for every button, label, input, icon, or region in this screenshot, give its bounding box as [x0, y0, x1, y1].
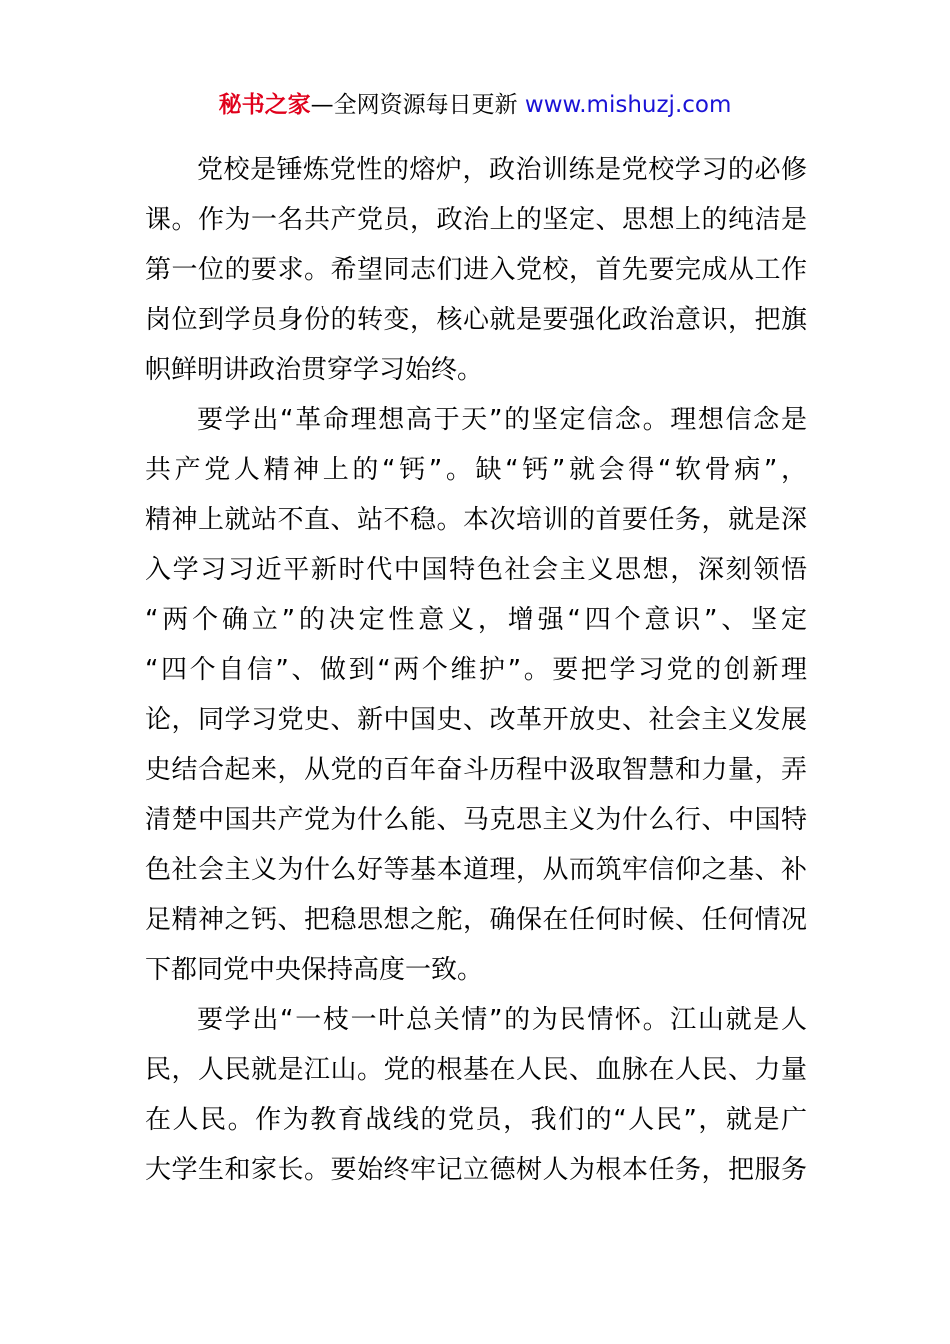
text-line: 第一位的要求。希望同志们进入党校，首先要完成从工作 — [145, 255, 807, 285]
text-line: 要学出“一枝一叶总关情”的为民情怀。江山就是人 — [197, 1005, 807, 1035]
paragraph-3 — [145, 995, 807, 1195]
paragraph-1 — [145, 145, 807, 395]
text-line: “两个确立”的决定性意义，增强“四个意识”、坚定 — [145, 605, 807, 635]
site-header — [0, 88, 950, 122]
text-line: 岗位到学员身份的转变，核心就是要强化政治意识，把旗 — [145, 305, 807, 335]
text-line: 要学出“革命理想高于天”的坚定信念。理想信念是 — [197, 405, 807, 435]
paragraph-2 — [145, 395, 807, 995]
text-line: 史结合起来，从党的百年奋斗历程中汲取智慧和力量，弄 — [145, 755, 807, 785]
text-line: 清楚中国共产党为什么能、马克思主义为什么行、中国特 — [145, 805, 807, 835]
text-line: 帜鲜明讲政治贯穿学习始终。 — [145, 355, 484, 385]
site-brand: 秘书之家 — [218, 92, 311, 118]
text-line: 下都同党中央保持高度一致。 — [145, 955, 484, 985]
text-line: 民，人民就是江山。党的根基在人民、血脉在人民、力量 — [145, 1055, 807, 1085]
site-slogan: —全网资源每日更新 — [310, 92, 525, 118]
text-line: 足精神之钙、把稳思想之舵，确保在任何时候、任何情况 — [145, 905, 807, 935]
text-line: 入学习习近平新时代中国特色社会主义思想，深刻领悟 — [145, 555, 807, 585]
text-line: 共产党人精神上的“钙”。缺“钙”就会得“软骨病”， — [145, 455, 807, 485]
text-line: 精神上就站不直、站不稳。本次培训的首要任务，就是深 — [145, 505, 807, 535]
text-line: “四个自信”、做到“两个维护”。要把学习党的创新理 — [145, 655, 807, 685]
text-line: 党校是锤炼党性的熔炉，政治训练是党校学习的必修 — [197, 155, 807, 185]
document-body — [145, 145, 807, 1195]
text-line: 课。作为一名共产党员，政治上的坚定、思想上的纯洁是 — [145, 205, 807, 235]
text-line: 在人民。作为教育战线的党员，我们的“人民”，就是广 — [145, 1105, 807, 1135]
site-url-link[interactable]: www.mishuzj.com — [524, 92, 732, 118]
text-line: 色社会主义为什么好等基本道理，从而筑牢信仰之基、补 — [145, 855, 807, 885]
text-line: 大学生和家长。要始终牢记立德树人为根本任务，把服务 — [145, 1155, 807, 1185]
text-line: 论，同学习党史、新中国史、改革开放史、社会主义发展 — [145, 705, 807, 735]
